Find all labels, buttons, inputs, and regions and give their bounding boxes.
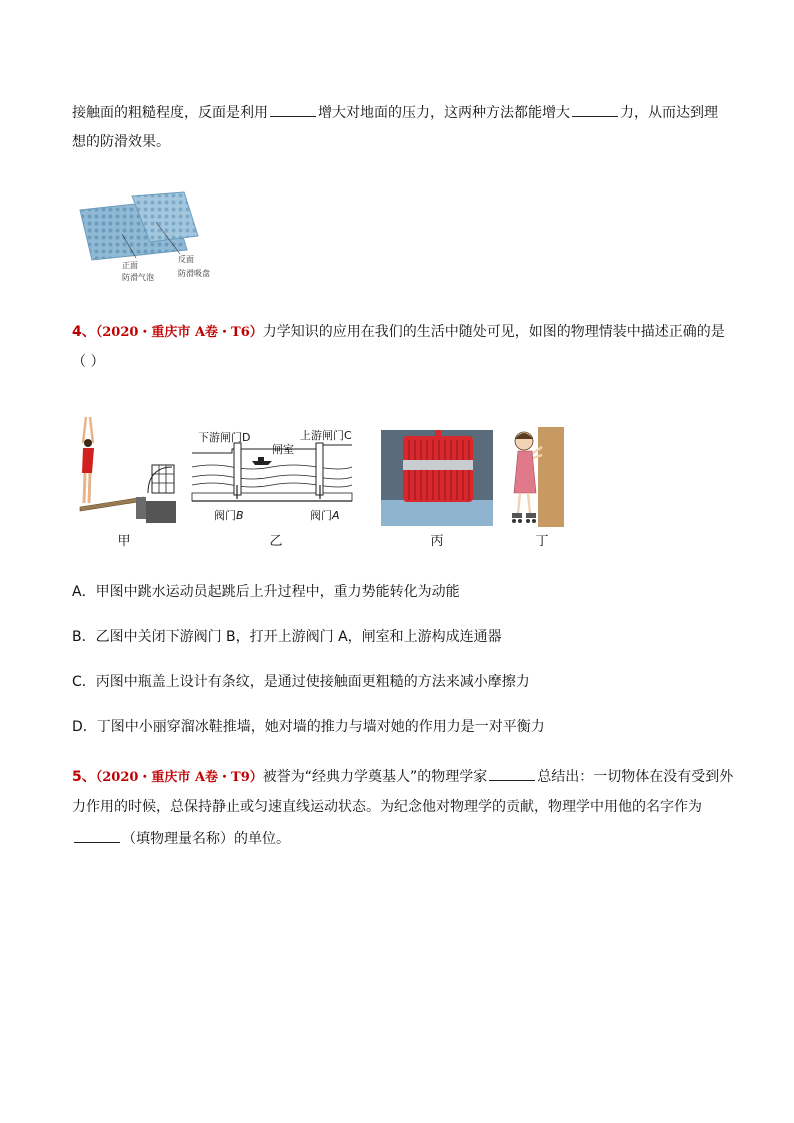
mat-label-back-sub: 防滑吸盘	[178, 269, 210, 278]
q4-paren: （ ）	[72, 354, 105, 370]
mat-label-front-sub: 防滑气泡	[122, 273, 154, 282]
valve-b-letter: B	[236, 509, 244, 522]
valve-a-prefix: 阀门	[310, 509, 332, 522]
q3-blank-1	[270, 102, 316, 117]
q5-text-b: 总结出：一切物体在没有受到外	[537, 769, 734, 785]
caption-bing: 丙	[430, 534, 444, 549]
valve-a-letter: A	[332, 509, 340, 522]
q3-text-a: 接触面的粗糙程度，反面是利用	[72, 105, 268, 121]
q4-option-c[interactable]: C．丙图中瓶盖上设计有条纹，是通过使接触面更粗糙的方法来减小摩擦力	[72, 674, 530, 690]
q5-number: 5、	[72, 769, 96, 785]
lock-label-c: 上游闸门C	[300, 429, 352, 442]
q3-text-c: 力，从而达到理	[620, 105, 718, 121]
q3-blank-2	[572, 102, 618, 117]
caption-jia: 甲	[117, 534, 131, 549]
q5-line-1	[72, 766, 733, 788]
q5-blank-1	[489, 766, 535, 781]
lock-label-valve-b	[214, 507, 244, 523]
q4-stem	[72, 322, 725, 343]
q4-number: 4、	[72, 324, 96, 340]
q5-text-a: 被誉为“经典力学奠基人”的物理学家	[262, 769, 488, 785]
q5-blank-2	[74, 828, 120, 843]
q5-text-line3: （填物理量名称）的单位。	[122, 831, 290, 847]
bottle-cap-photo	[381, 430, 493, 526]
caption-ding: 丁	[535, 534, 549, 549]
mat-figure	[72, 192, 222, 292]
valve-b-prefix: 阀门	[214, 509, 236, 522]
q4-option-a[interactable]: A．甲图中跳水运动员起跳后上升过程中，重力势能转化为动能	[72, 584, 460, 600]
q4-stem-text: 力学知识的应用在我们的生活中随处可见，如图的物理情装中描述正确的是	[262, 324, 725, 340]
caption-yi: 乙	[269, 534, 283, 549]
q3-text-b: 增大对地面的压力，这两种方法都能增大	[318, 105, 570, 121]
q4-option-d[interactable]: D．丁图中小丽穿溜冰鞋推墙，她对墙的推力与墙对她的作用力是一对平衡力	[72, 719, 545, 735]
girl-pushing-wall-figure	[508, 427, 564, 527]
lock-label-valve-a	[310, 507, 340, 523]
lock-label-d: 下游闸门D	[198, 431, 251, 444]
q5-line-3	[72, 828, 290, 849]
q3-line-2: 想的防滑效果。	[72, 134, 170, 150]
lock-label-room: 闸室	[272, 443, 294, 456]
diver-figure	[72, 415, 177, 525]
mat-label-back: 反面	[178, 255, 194, 264]
q5-source: （2020・重庆市 A卷・T9）	[95, 770, 263, 785]
mat-label-front: 正面	[122, 261, 138, 270]
q3-line-1	[72, 102, 718, 123]
q5-line-2: 力作用的时候，总保持静止或匀速直线运动状态。为纪念他对物理学的贡献，物理学中用他的名字作为	[72, 799, 702, 815]
q4-option-b[interactable]: B．乙图中关闭下游阀门 B，打开上游阀门 A，闸室和上游构成连通器	[72, 629, 502, 645]
q4-source: （2020・重庆市 A卷・T6）	[95, 325, 263, 340]
ship-lock-figure	[192, 425, 352, 525]
